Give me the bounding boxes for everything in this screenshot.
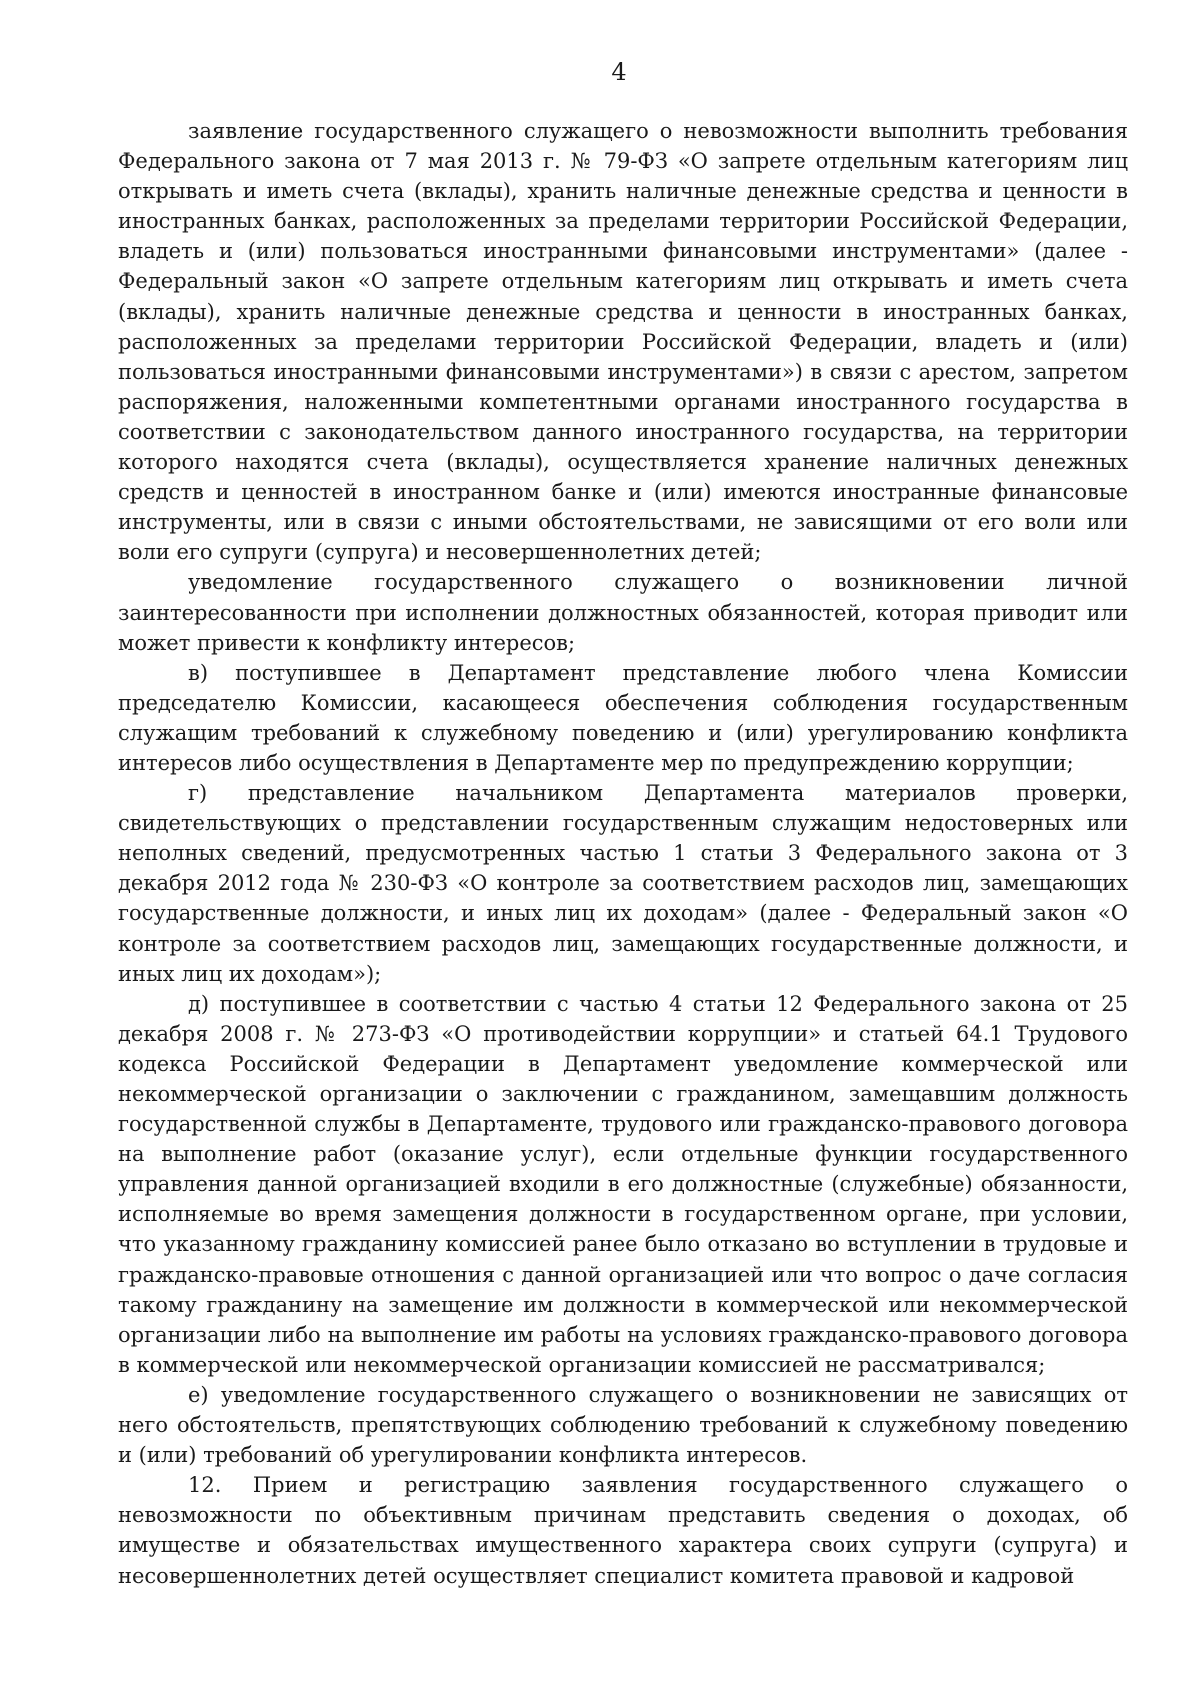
paragraph-item-g: г) представление начальником Департамента материалов проверки, свидетельствующих о представлении государственным служащим недостоверных или неполных сведений, предусмотренных частью 1 статьи 3 Федерального закона от 3 декабря 2012 года № 230-ФЗ «О контроле за соответствием расходов лиц, замещающих государственные должности, и иных лиц их доходам» (далее - Федеральный закон «О контроле за соответствием расходов лиц, замещающих государственные должности, и иных лиц их доходам»); — [118, 781, 1128, 986]
document-body — [118, 116, 1128, 1591]
paragraph-item-d: д) поступившее в соответствии с частью 4 статьи 12 Федерального закона от 25 декабря 2008 г. № 273-ФЗ «О противодействии коррупции» и статьей 64.1 Трудового кодекса Российской Федерации в Департамент уведомление коммерческой или некоммерческой организации о заключении с гражданином, замещавшим должность государственной службы в Департаменте, трудового или гражданско-правового договора на выполнение работ (оказание услуг), если отдельные функции государственного управления данной организацией входили в его должностные (служебные) обязанности, исполняемые во время замещения должности в государственном органе, при условии, что указанному гражданину комиссией ранее было отказано во вступлении в трудовые и гражданско-правовые отношения с данной организацией или что вопрос о даче согласия такому гражданину на замещение им должности в коммерческой или некоммерческой организации либо на выполнение им работы на условиях гражданско-правового договора в коммерческой или некоммерческой организации комиссией не рассматривался; — [118, 991, 1128, 1377]
paragraph-12: 12. Прием и регистрацию заявления государственного служащего о невозможности по объективным причинам представить сведения о доходах, об имуществе и обязательствах имущественного характера своих супруги (супруга) и несовершеннолетних детей осуществляет специалист комитета правовой и кадровой — [118, 1473, 1128, 1588]
page-number: 4 — [611, 58, 627, 86]
paragraph-statement-foreign-accounts: заявление государственного служащего о невозможности выполнить требования Федерального закона от 7 мая 2013 г. № 79-ФЗ «О запрете отдельным категориям лиц открывать и иметь счета (вклады), хранить наличные денежные средства и ценности в иностранных банках, расположенных за пределами территории Российской Федерации, владеть и (или) пользоваться иностранными финансовыми инструментами» (далее - Федеральный закон «О запрете отдельным категориям лиц открывать и иметь счета (вклады), хранить наличные денежные средства и ценности в иностранных банках, расположенных за пределами территории Российской Федерации, владеть и (или) пользоваться иностранными финансовыми инструментами») в связи с арестом, запретом распоряжения, наложенными компетентными органами иностранного государства в соответствии с законодательством данного иностранного государства, на территории которого находятся счета (вклады), осуществляется хранение наличных денежных средств и ценностей в иностранном банке и (или) имеются иностранные финансовые инструменты, или в связи с иными обстоятельствами, не зависящими от его воли или воли его супруги (супруга) и несовершеннолетних детей; — [118, 119, 1128, 565]
paragraph-item-v: в) поступившее в Департамент представление любого члена Комиссии председателю Комиссии, касающееся обеспечения соблюдения государственным служащим требований к служебному поведению и (или) урегулированию конфликта интересов либо осуществления в Департаменте мер по предупреждению коррупции; — [118, 660, 1128, 775]
paragraph-notice-personal-interest: уведомление государственного служащего о возникновении личной заинтересованности при исполнении должностных обязанностей, которая приводит или может привести к конфликту интересов; — [118, 570, 1128, 655]
paragraph-item-e: е) уведомление государственного служащего о возникновении не зависящих от него обстоятельств, препятствующих соблюдению требований к служебному поведению и (или) требований об урегулировании конфликта интересов. — [118, 1382, 1128, 1468]
